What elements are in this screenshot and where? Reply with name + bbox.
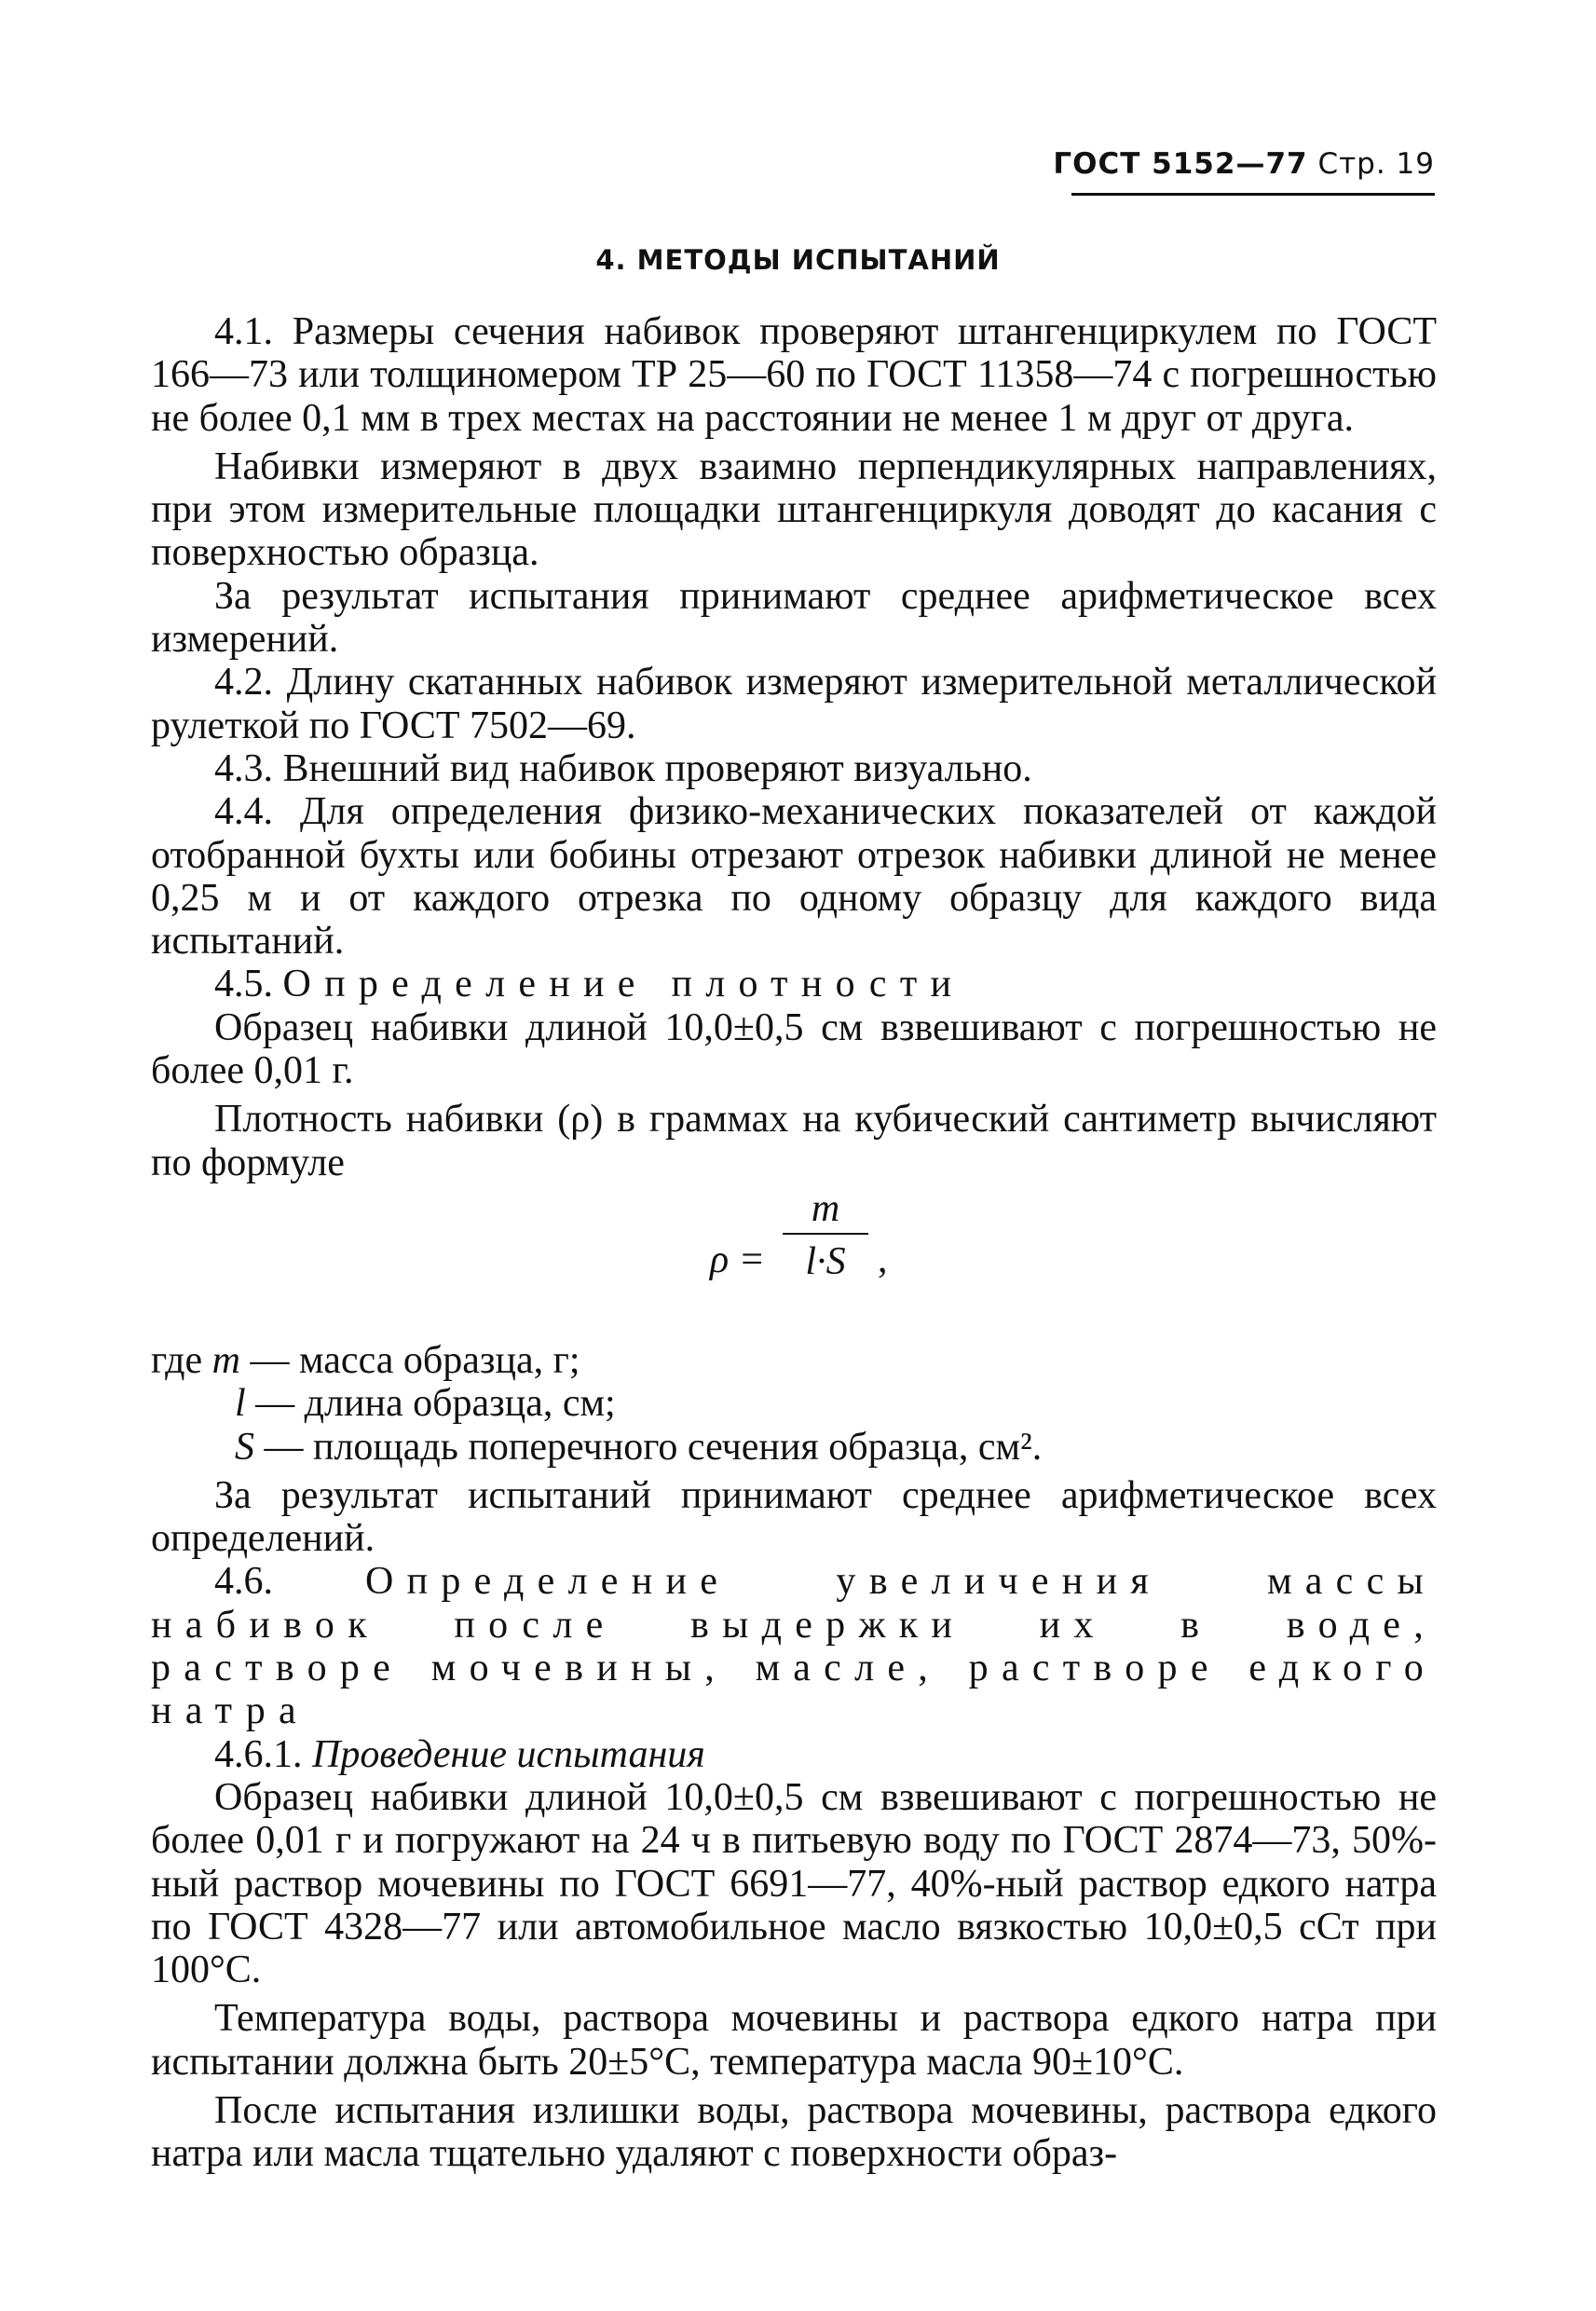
heading-4-6-title: Определение увеличения массы набивок после выдержки их в воде, растворе мочевины, масле, растворе едкого натра: [151, 1560, 1438, 1733]
definition-lead: где: [151, 1338, 203, 1382]
definition-m: [151, 1339, 1437, 1382]
definition-text-l: — длина образца, см;: [245, 1382, 616, 1426]
paragraph-4-1-measurement: Набивки измеряют в двух взаимно перпендикулярных направлениях, при этом измерительные площадки штангенциркуля доводят до касания с поверхностью образца.: [151, 444, 1437, 575]
paragraph-4-1-result: За результат испытания принимают среднее арифметическое всех измерений.: [151, 574, 1437, 662]
heading-4-6-1-title: Проведение испытания: [312, 1732, 705, 1776]
formula-numerator: m: [811, 1186, 840, 1230]
definition-text-m: — масса образца, г;: [240, 1338, 580, 1382]
heading-4-6-1: [151, 1733, 1437, 1776]
paragraph-4-1: 4.1. Размеры сечения набивок проверяют штангенциркулем по ГОСТ 166—73 или толщиномером ТР 25—60 по ГОСТ 11358—74 с погрешностью не более 0,1 мм в трех местах на расстоянии не менее 1 м друг от друга.: [151, 310, 1437, 440]
definition-symbol-m: m: [211, 1338, 240, 1382]
definition-text-s: — площадь поперечного сечения образца, см².: [254, 1425, 1043, 1469]
density-formula: [151, 1184, 1437, 1339]
paragraph-4-6-1-procedure: Образец набивки длиной 10,0±0,5 см взвешивают с погрешностью не более 0,01 г и погружают на 24 ч в питьевую воду по ГОСТ 2874—73, 50%-ный раствор мочевины по ГОСТ 6691—77, 40%-ный раствор едкого натра по ГОСТ 4328—77 или автомобильное масло вязкостью 10,0±0,5 сСт при 100°С.: [151, 1775, 1437, 1992]
paragraph-4-5-density: Плотность набивки (ρ) в граммах на кубический сантиметр вычисляют по формуле: [151, 1098, 1437, 1184]
definition-s: [151, 1426, 1437, 1469]
paragraph-4-5-sample: Образец набивки длиной 10,0±0,5 см взвешивают с погрешностью не более 0,01 г.: [151, 1005, 1437, 1093]
document-body: [151, 310, 1437, 2176]
section-title: 4. МЕТОДЫ ИСПЫТАНИЙ: [595, 244, 1001, 276]
heading-4-5-number: 4.5.: [214, 963, 273, 1006]
paragraph-4-4: 4.4. Для определения физико-механических показателей от каждой отобранной бухты или бобины отрезают отрезок набивки длиной не менее 0,25 м и от каждого отрезка по одному образцу для каждого вида испытаний.: [151, 790, 1437, 964]
header-page-number: Стр. 19: [1317, 147, 1435, 181]
paragraph-4-5-result: За результат испытаний принимают среднее арифметическое всех определений.: [151, 1473, 1437, 1561]
page-header: [1025, 147, 1435, 181]
paragraph-4-2: 4.2. Длину скатанных набивок измеряют измерительной металлической рулеткой по ГОСТ 7502—69.: [151, 661, 1437, 747]
formula-fraction: [777, 1184, 874, 1281]
heading-4-6: [151, 1560, 1437, 1732]
formula-definitions: [151, 1339, 1437, 1469]
definition-symbol-s: S: [235, 1425, 254, 1469]
heading-4-5-title: Определение плотности: [282, 963, 965, 1006]
formula-denominator: l·S: [805, 1239, 846, 1283]
header-rule: [1071, 193, 1435, 196]
paragraph-4-6-1-after-test: После испытания излишки воды, раствора мочевины, раствора едкого натра или масла тщательно удаляют с поверхности образ-: [151, 2088, 1437, 2176]
definition-l: [151, 1382, 1437, 1425]
heading-4-6-number: 4.6.: [214, 1560, 273, 1604]
paragraph-4-3: 4.3. Внешний вид набивок проверяют визуально.: [214, 746, 1032, 790]
heading-4-5: [151, 963, 1437, 1005]
header-standard: ГОСТ 5152—77: [1053, 147, 1308, 181]
formula-lhs: ρ =: [710, 1238, 766, 1281]
definition-symbol-l: l: [235, 1382, 246, 1426]
formula-comma: ,: [878, 1238, 888, 1281]
paragraph-4-6-1-temperature: Температура воды, раствора мочевины и раствора едкого натра при испытании должна быть 20±5°С, температура масла 90±10°С.: [151, 1997, 1437, 2084]
heading-4-6-1-number: 4.6.1.: [214, 1732, 303, 1776]
